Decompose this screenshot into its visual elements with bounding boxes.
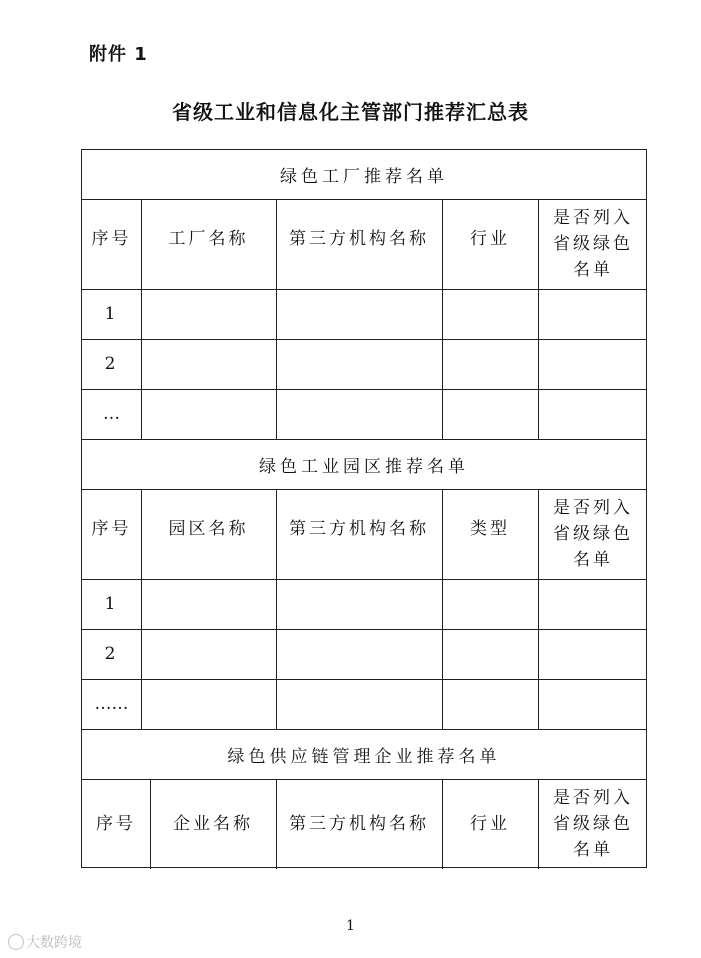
header-third-party: 第三方机构名称 xyxy=(289,519,429,539)
row-serial: …… xyxy=(94,694,129,714)
attachment-label: 附件 1 xyxy=(89,44,148,65)
rule xyxy=(82,389,646,390)
header-serial: 序号 xyxy=(96,814,136,834)
rule xyxy=(82,289,646,290)
row-serial: 2 xyxy=(104,644,119,664)
header-provincial-list: 是否列入 省级绿色 名单 xyxy=(553,498,633,570)
header-industry: 行业 xyxy=(470,814,510,834)
row-serial: 1 xyxy=(104,304,119,324)
section-heading-green-supply-chain: 绿色供应链管理企业推荐名单 xyxy=(227,746,501,767)
row-serial: … xyxy=(103,404,120,424)
row-serial: 2 xyxy=(104,354,119,374)
header-type: 类型 xyxy=(470,519,510,539)
header-third-party: 第三方机构名称 xyxy=(289,814,429,834)
header-serial: 序号 xyxy=(91,519,132,539)
row-serial: 1 xyxy=(104,594,119,614)
header-serial: 序号 xyxy=(91,229,132,249)
rule xyxy=(82,339,646,340)
rule xyxy=(82,629,646,630)
page-title: 省级工业和信息化主管部门推荐汇总表 xyxy=(172,100,529,124)
rule xyxy=(82,579,646,580)
section-heading-green-factory: 绿色工厂推荐名单 xyxy=(280,167,448,187)
header-park-name: 园区名称 xyxy=(168,519,249,539)
header-factory-name: 工厂名称 xyxy=(168,229,249,249)
header-third-party: 第三方机构名称 xyxy=(289,229,429,249)
rule xyxy=(82,679,646,680)
watermark xyxy=(8,932,82,952)
section-heading-green-park: 绿色工业园区推荐名单 xyxy=(259,456,469,477)
summary-table xyxy=(81,149,647,868)
watermark-text: 大数跨境 xyxy=(26,935,82,951)
header-provincial-list: 是否列入 省级绿色 名单 xyxy=(553,208,633,280)
header-provincial-list: 是否列入 省级绿色 名单 xyxy=(553,788,633,860)
header-enterprise-name: 企业名称 xyxy=(173,814,253,834)
page-number: 1 xyxy=(346,918,355,934)
header-industry: 行业 xyxy=(470,229,510,249)
watermark-logo-icon xyxy=(8,934,24,950)
